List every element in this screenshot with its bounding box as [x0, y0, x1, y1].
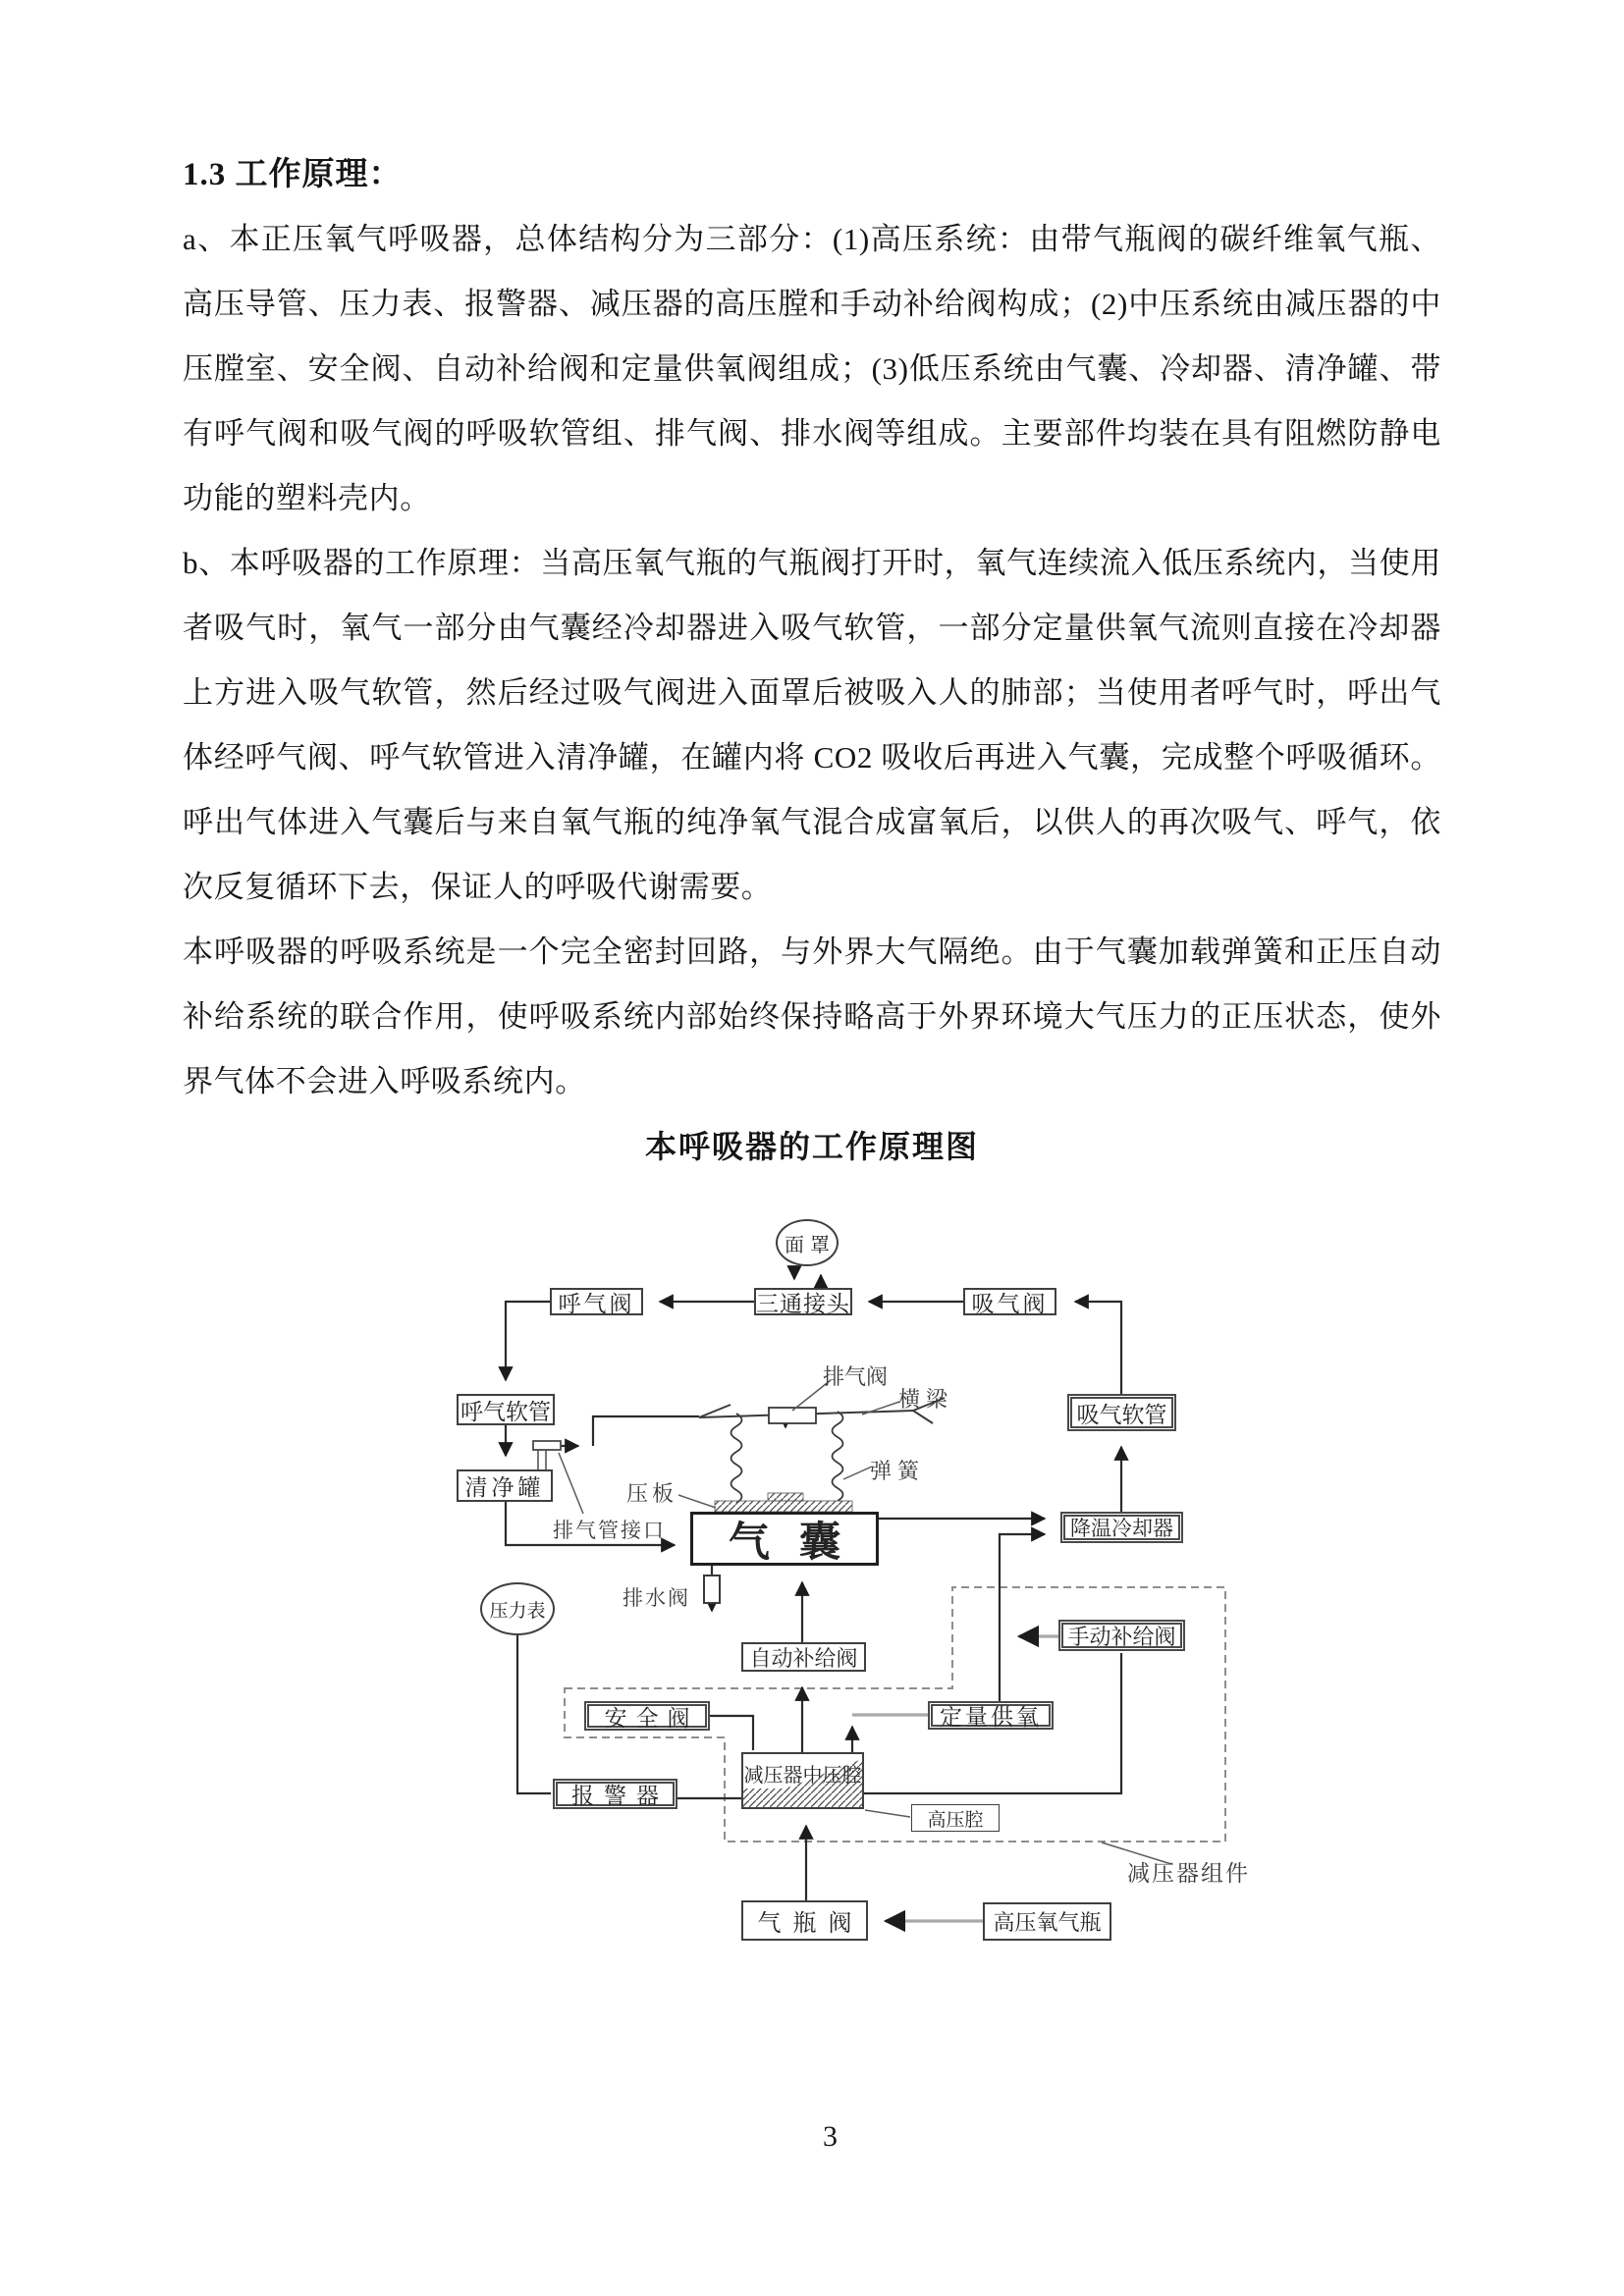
paragraph-a: a、本正压氧气呼吸器，总体结构分为三部分：(1)高压系统：由带气瓶阀的碳纤维氧气瓶、高压导管、压力表、报警器、减压器的高压膛和手动补给阀构成；(2)中压系统由减压器的中压膛室、安全阀、自动补给阀和定量供氧阀组成；(3)低压系统由气囊、冷却器、清净罐、带有呼气阀和吸气阀的呼吸软管组、排气阀、排水阀等组成。主要部件均装在具有阻燃防静电功能的塑料壳内。	[183, 222, 1441, 515]
line-safety-valve-to-chamber	[710, 1716, 753, 1750]
node-pressure-gauge: 压力表	[480, 1582, 555, 1635]
node-manual-supply-valve: 手动补给阀	[1058, 1620, 1185, 1651]
node-clean-canister: 清净罐	[457, 1469, 553, 1502]
node-mid-chamber: 减压器中压腔	[741, 1752, 864, 1809]
diagram-title: 本呼吸器的工作原理图	[644, 1129, 979, 1164]
line-quant-oxygen-to-cooler	[1000, 1534, 1045, 1701]
label-press-plate: 压板	[626, 1481, 678, 1506]
pointer-high-chamber	[865, 1810, 910, 1817]
node-safety-valve: 安全阀	[584, 1701, 710, 1731]
pointer-spring	[843, 1467, 872, 1479]
label-exhaust-valve: 排气阀	[823, 1364, 889, 1389]
section-heading: 1.3 工作原理：	[183, 157, 403, 192]
label-exhaust-port: 排气管接口	[553, 1519, 666, 1542]
line-exhale-valve-to-exhale-hose	[506, 1302, 550, 1380]
node-cylinder-valve: 气瓶阀	[741, 1900, 868, 1941]
node-inhale-hose: 吸气软管	[1067, 1394, 1176, 1431]
paragraph-c: 本呼吸器的呼吸系统是一个完全密封回路，与外界大气隔绝。由于气囊加载弹簧和正压自动补给系统的联合作用，使呼吸系统内部始终保持略高于外界环境大气压力的正压状态，使外界气体不会进入呼吸系统内。	[183, 934, 1441, 1098]
node-airbag: 气囊	[690, 1512, 879, 1566]
node-tee: 三通接头	[754, 1288, 852, 1315]
drain-valve-symbol	[704, 1575, 720, 1603]
node-auto-supply-valve: 自动补给阀	[741, 1642, 866, 1672]
spring-right	[833, 1412, 843, 1501]
node-exhale-valve: 呼气阀	[550, 1288, 643, 1315]
label-reducer-assembly: 减压器组件	[1127, 1861, 1250, 1886]
line-inhale-hose-to-inhale-valve	[1075, 1302, 1121, 1394]
node-alarm: 报警器	[553, 1779, 677, 1809]
label-drain-valve: 排水阀	[623, 1586, 690, 1610]
line-gauge-to-alarm	[517, 1635, 551, 1793]
press-plate-tab	[768, 1493, 803, 1501]
paragraph-b: b、本呼吸器的工作原理：当高压氧气瓶的气瓶阀打开时，氧气连续流入低压系统内，当使用者吸气时，氧气一部分由气囊经冷却器进入吸气软管，一部分定量供氧气流则直接在冷却器上方进入吸气软管，然后经过吸气阀进入面罩后被吸入人的肺部；当使用者呼气时，呼出气体经呼气阀、呼气软管进入清净罐，在罐内将 CO2 吸收后再进入气囊，完成整个呼吸循环。呼出气体进入气囊后与来自氧气瓶的纯净氧气混合成富氧后，以供人的再次吸气、呼气，依次反复循环下去，保证人的呼吸代谢需要。	[183, 546, 1441, 904]
node-quant-oxygen: 定量供氧	[928, 1701, 1054, 1730]
pointer-exhaust-port	[559, 1453, 583, 1514]
beam-left-tick	[699, 1405, 731, 1417]
label-beam: 横梁	[898, 1387, 954, 1412]
label-spring: 弹簧	[870, 1459, 926, 1483]
node-inhale-valve: 吸气阀	[963, 1288, 1056, 1315]
node-exhale-hose: 呼气软管	[457, 1394, 555, 1425]
node-high-chamber: 高压腔	[911, 1804, 1000, 1832]
spring-left	[731, 1414, 742, 1503]
page-number: 3	[823, 2120, 838, 2153]
exhaust-port-fitting	[533, 1441, 561, 1450]
pointer-plate	[678, 1495, 716, 1508]
node-mask: 面罩	[776, 1219, 839, 1266]
line-exhaust-pipe	[593, 1416, 699, 1446]
node-cooler: 降温冷却器	[1060, 1512, 1183, 1543]
node-oxygen-cylinder: 高压氧气瓶	[983, 1902, 1111, 1941]
